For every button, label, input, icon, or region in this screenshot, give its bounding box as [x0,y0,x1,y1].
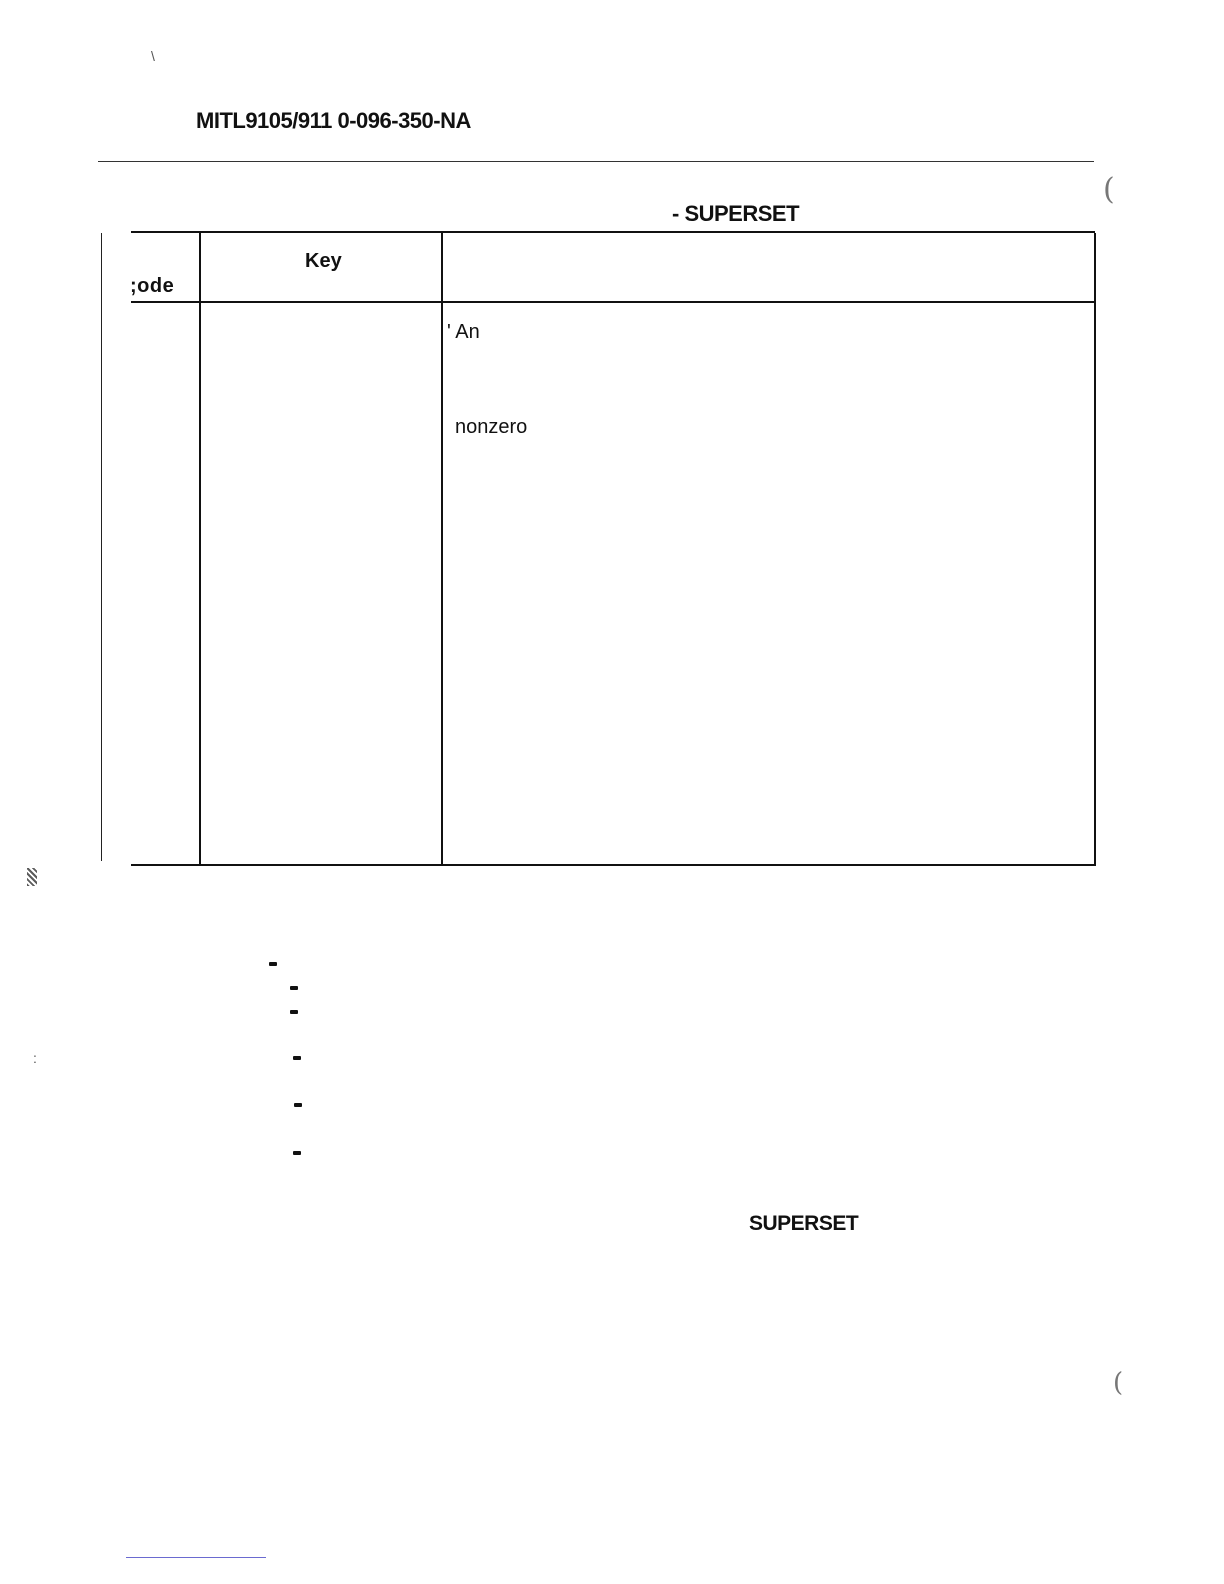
list-bullet [290,1010,298,1014]
list-bullet [294,1103,302,1107]
list-bullet [293,1151,301,1155]
column-header-code: ;ode [130,275,175,297]
scan-dots: : [33,1050,37,1066]
scan-noise [27,868,37,886]
table-right-border [1094,233,1096,866]
list-bullet [293,1056,301,1060]
document-number: MITL9105/911 0-096-350-NA [196,108,471,133]
footer-link-underline[interactable] [126,1557,266,1558]
table-cell-an: ' An [447,321,480,343]
page-margin-line [101,233,102,861]
table-top-border [131,231,1095,233]
list-bullet [269,962,277,966]
table-column-divider-1 [199,233,201,865]
table-bottom-border [131,864,1096,866]
footer-superset-label: SUPERSET [749,1212,859,1235]
table-cell-nonzero: nonzero [455,416,528,438]
table-title: - SUPERSET [672,201,800,226]
scan-mark-paren-bottom: ( [1113,1368,1124,1398]
scan-mark: \ [151,48,155,64]
table-column-divider-2 [441,233,443,865]
header-divider [98,161,1094,162]
column-header-key: Key [305,250,342,272]
list-bullet [290,986,298,990]
table-header-border [131,301,1095,303]
scan-mark-paren: ( [1103,172,1115,207]
